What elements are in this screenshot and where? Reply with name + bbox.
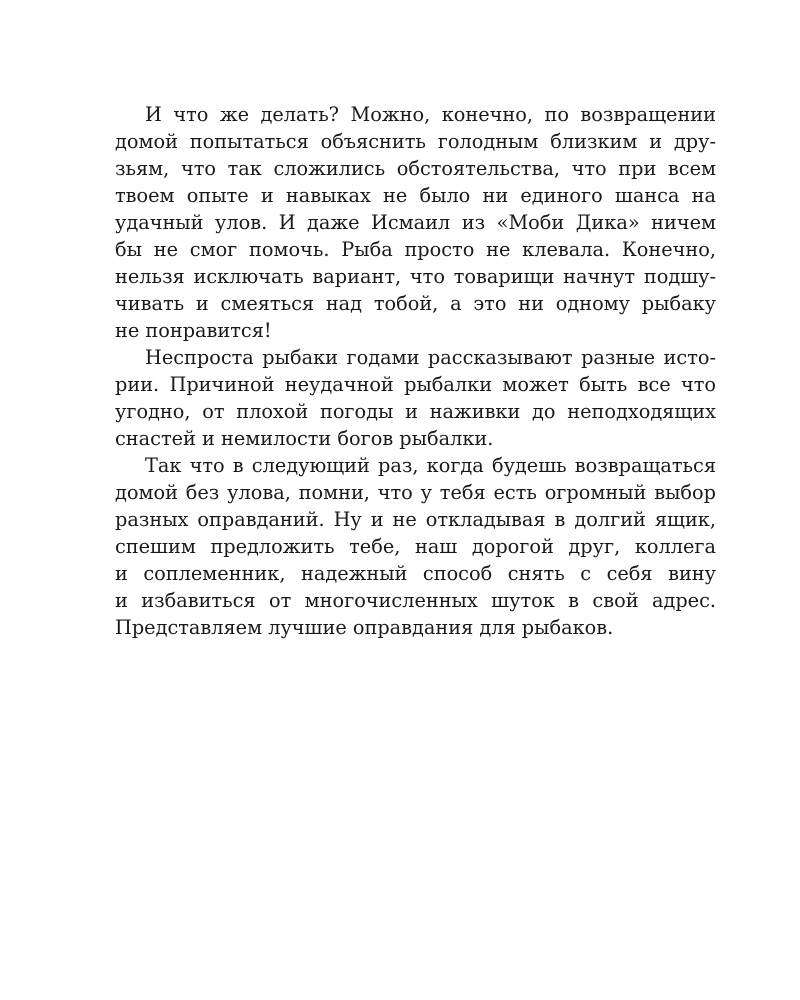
paragraph-line: снастей и немилости богов рыбалки.	[115, 427, 494, 450]
paragraph-line: угодно, от плохой погоды и наживки до неподходящих	[115, 400, 716, 423]
paragraph-line: Так что в следующий раз, когда будешь возвращаться	[145, 454, 716, 477]
paragraph-line: чивать и смеяться над тобой, а это ни одному рыбаку	[115, 292, 716, 315]
paragraph-line: спешим предложить тебе, наш дорогой друг, коллега	[115, 535, 716, 558]
paragraph-1	[115, 101, 716, 344]
paragraph-2	[115, 344, 716, 452]
paragraph-line: не понравится!	[115, 319, 272, 342]
paragraph-line: разных оправданий. Ну и не откладывая в долгий ящик,	[115, 508, 716, 531]
paragraph-line: зьям, что так сложились обстоятельства, что при всем	[115, 157, 716, 180]
paragraph-line: и избавиться от многочисленных шуток в свой адрес.	[115, 589, 716, 612]
paragraph-line: твоем опыте и навыках не было ни единого шанса на	[115, 184, 716, 207]
paragraph-line: рии. Причиной неудачной рыбалки может быть все что	[115, 373, 716, 396]
paragraph-3	[115, 452, 716, 641]
paragraph-line: Представляем лучшие оправдания для рыбаков.	[115, 616, 614, 639]
paragraph-line: бы не смог помочь. Рыба просто не клевала. Конечно,	[115, 238, 716, 261]
paragraph-line: удачный улов. И даже Исмаил из «Моби Дика» ничем	[115, 211, 716, 234]
paragraph-line: домой попытаться объяснить голодным близким и дру-	[115, 130, 716, 153]
body-text	[115, 101, 716, 641]
paragraph-line: домой без улова, помни, что у тебя есть огромный выбор	[115, 481, 716, 504]
paragraph-line: Неспроста рыбаки годами рассказывают разные исто-	[145, 346, 716, 369]
paragraph-line: И что же делать? Можно, конечно, по возвращении	[145, 103, 716, 126]
paragraph-line: и соплеменник, надежный способ снять с себя вину	[115, 562, 716, 585]
paragraph-line: нельзя исключать вариант, что товарищи начнут подшу-	[115, 265, 716, 288]
